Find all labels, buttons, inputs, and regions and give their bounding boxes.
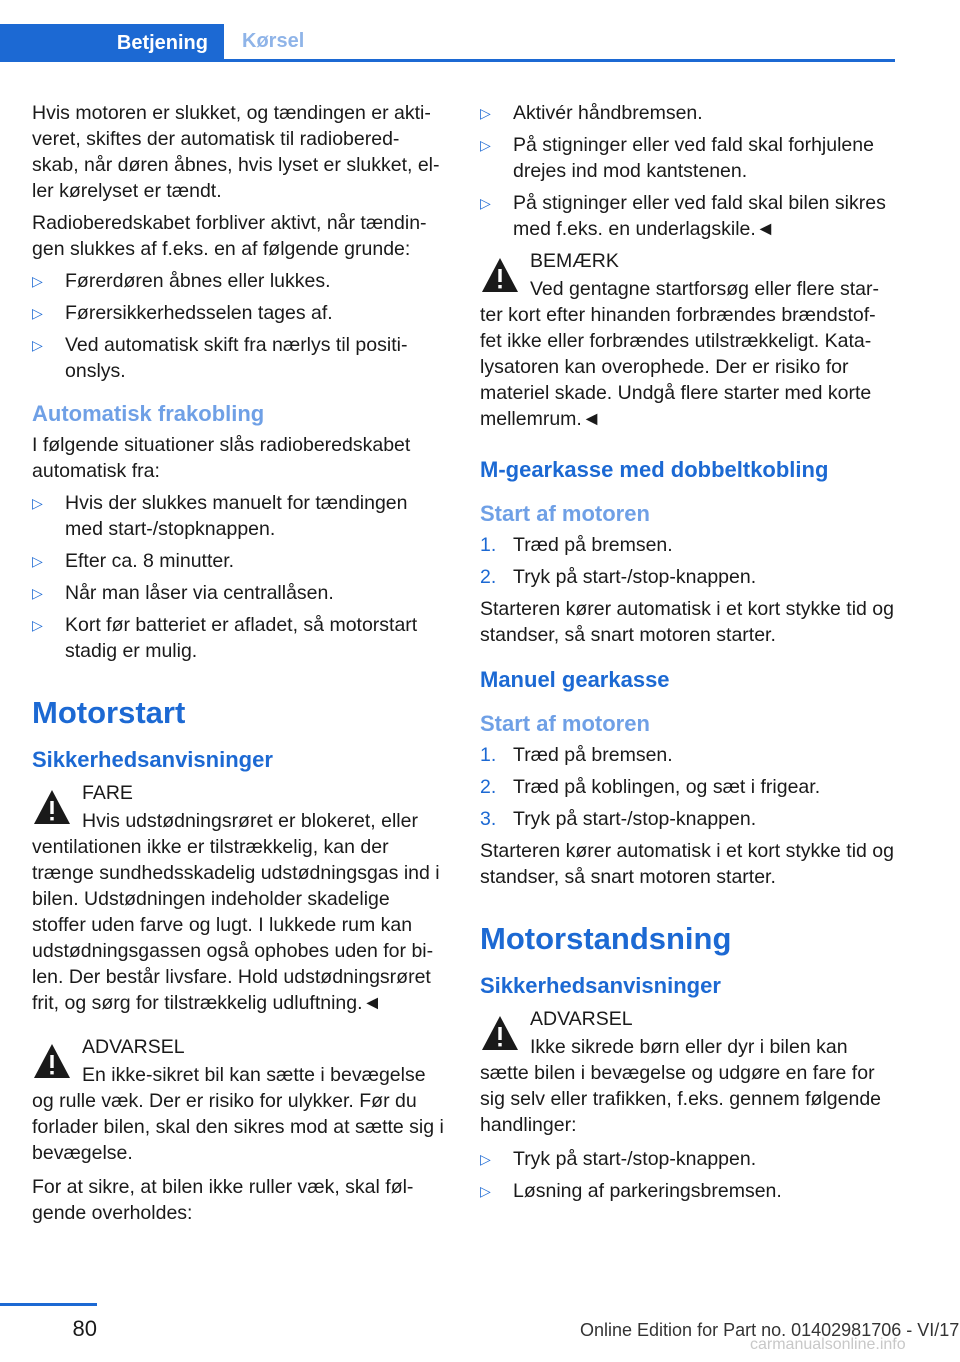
bullet-triangle-icon: ▷ xyxy=(32,495,43,511)
subheading-start-af-motoren: Start af motoren xyxy=(480,501,650,526)
page-number: 80 xyxy=(72,1316,97,1341)
warning-text: Ikke sikrede børn eller dyr i bilen kan sætte bilen i bevægelse og udgøre en fare for sig selv eller trafikken, f.eks. gennem følgende handlinger: xyxy=(480,1036,882,1136)
step-number: 2. xyxy=(480,566,497,588)
list-item: ▷ Tryk på start-/stop-knappen. xyxy=(480,1148,757,1170)
list-item: 1. Træd på bremsen. xyxy=(480,534,673,556)
numbered-list xyxy=(480,532,894,590)
paragraph: Radioberedskabet forbliver aktivt, når tændin‐gen slukkes af f.eks. en af følgende grunde: xyxy=(32,212,427,260)
heading-motorstart: Motorstart xyxy=(32,695,186,730)
paragraph: Starteren kører automatisk i et kort stykke tid og standser, så snart motoren starter. xyxy=(480,598,894,646)
warning-text: Ved gentagne startforsøg eller flere star‐ter kort efter hinanden forbrændes brændstof‐fet ikke eller forbrændes utilstrækkeligt. Kata‐lysatoren kan overophede. Der er risiko for materiel skade. Undgå flere starter med korte mellemrum.◄ xyxy=(480,278,880,430)
subheading-automatisk-frakobling: Automatisk frakobling xyxy=(32,401,265,426)
list-item: ▷ Når man låser via centrallåsen. xyxy=(32,582,334,604)
warning-title: ADVARSEL xyxy=(82,1036,185,1058)
heading-manuel-gearkasse: Manuel gearkasse xyxy=(480,667,670,692)
bullet-triangle-icon: ▷ xyxy=(480,105,491,121)
heading-sikkerhedsanvisninger: Sikkerhedsanvisninger xyxy=(480,973,721,998)
bullet-triangle-icon: ▷ xyxy=(32,553,43,569)
step-number: 1. xyxy=(480,744,497,766)
warning-text: En ikke-sikret bil kan sætte i bevægelse og rulle væk. Der er risiko for ulykker. Før du forlader bilen, skal den sikres mod at sætte sig i bevægelse. xyxy=(32,1064,444,1164)
list-item: ▷ Førerdøren åbnes eller lukkes. xyxy=(32,270,331,292)
step-number: 3. xyxy=(480,808,497,830)
bullet-triangle-icon: ▷ xyxy=(32,273,43,289)
bullet-list xyxy=(32,490,445,664)
bullet-list xyxy=(32,268,445,384)
warning-title: ADVARSEL xyxy=(530,1008,633,1030)
heading-motorstandsning: Motorstandsning xyxy=(480,921,732,956)
list-item: ▷ Hvis der slukkes manuelt for tændingen med start-/stopknappen. xyxy=(32,492,408,540)
warning-triangle-icon xyxy=(32,1042,72,1080)
tab-betjening[interactable]: Betjening xyxy=(0,24,224,62)
bullet-list xyxy=(480,100,894,242)
bullet-triangle-icon: ▷ xyxy=(32,585,43,601)
bullet-triangle-icon: ▷ xyxy=(480,195,491,211)
warning-text: Hvis udstødningsrøret er blokeret, eller ventilationen ikke er tilstrækkelig, kan der trænge sundhedsskadelig udstødningsgas ind i bilen. Udstødningen indeholder skadelige stoffer uden farve og lugt. I lukkede rum kan udstødningsgassen også ophobes uden for bi‐len. Der består livsfare. Hold udstødningsrøret frit, og sørg for tilstrækkelig udluftning.◄ xyxy=(32,810,440,1014)
warning-triangle-icon xyxy=(480,256,520,294)
heading-sikkerhedsanvisninger: Sikkerhedsanvisninger xyxy=(32,747,273,772)
edition-note: Online Edition for Part no. 01402981706 - VI/17 xyxy=(580,1320,960,1340)
paragraph: Hvis motoren er slukket, og tændingen er akti‐veret, skiftes der automatisk til radiobered‐skab, når døren åbnes, hvis lyset er slukket, el‐ler kørelyset er tændt. xyxy=(32,102,440,202)
watermark: carmanualsonline.info xyxy=(750,1336,906,1353)
footer-rule xyxy=(0,1303,97,1306)
list-item: ▷ På stigninger eller ved fald skal bilen sikres med f.eks. en underlagskile.◄ xyxy=(480,192,886,240)
bullet-triangle-icon: ▷ xyxy=(480,137,491,153)
list-item: ▷ Kort før batteriet er afladet, så motorstart stadig er mulig. xyxy=(32,614,418,662)
warning-box-advarsel xyxy=(480,1006,894,1138)
paragraph: For at sikre, at bilen ikke ruller væk, skal føl‐gende overholdes: xyxy=(32,1176,414,1224)
chapter-tabbar xyxy=(0,24,895,62)
list-item: ▷ Løsning af parkeringsbremsen. xyxy=(480,1180,782,1202)
bullet-triangle-icon: ▷ xyxy=(32,617,43,633)
warning-title: FARE xyxy=(82,782,133,804)
bullet-triangle-icon: ▷ xyxy=(480,1183,491,1199)
list-item: 2. Tryk på start-/stop-knappen. xyxy=(480,566,757,588)
warning-title: BEMÆRK xyxy=(530,250,619,272)
right-column xyxy=(480,100,894,1210)
paragraph: Starteren kører automatisk i et kort stykke tid og standser, så snart motoren starter. xyxy=(480,840,894,888)
bullet-list xyxy=(480,1146,894,1204)
warning-triangle-icon xyxy=(32,788,72,826)
list-item: ▷ Ved automatisk skift fra nærlys til positi‐onslys. xyxy=(32,334,408,382)
numbered-list xyxy=(480,742,894,832)
warning-box-advarsel xyxy=(32,1034,445,1166)
list-item: ▷ På stigninger eller ved fald skal forhjulene drejes ind mod kantstenen. xyxy=(480,134,874,182)
list-item: ▷ Aktivér håndbremsen. xyxy=(480,102,703,124)
list-item: 1. Træd på bremsen. xyxy=(480,744,673,766)
tab-korsel[interactable]: Kørsel xyxy=(242,30,305,52)
list-item: 2. Træd på koblingen, og sæt i frigear. xyxy=(480,776,821,798)
step-number: 2. xyxy=(480,776,497,798)
list-item: ▷ Førersikkerhedsselen tages af. xyxy=(32,302,333,324)
warning-box-bemaerk xyxy=(480,248,894,432)
list-item: 3. Tryk på start-/stop-knappen. xyxy=(480,808,757,830)
step-number: 1. xyxy=(480,534,497,556)
header-rule xyxy=(0,59,895,62)
subheading-start-af-motoren: Start af motoren xyxy=(480,711,650,736)
bullet-triangle-icon: ▷ xyxy=(480,1151,491,1167)
warning-box-fare xyxy=(32,780,445,1016)
bullet-triangle-icon: ▷ xyxy=(32,337,43,353)
bullet-triangle-icon: ▷ xyxy=(32,305,43,321)
left-column xyxy=(32,100,445,1232)
heading-m-gearkasse: M-gearkasse med dobbeltkobling xyxy=(480,457,829,482)
list-item: ▷ Efter ca. 8 minutter. xyxy=(32,550,235,572)
paragraph: I følgende situationer slås radioberedskabet automatisk fra: xyxy=(32,434,411,482)
warning-triangle-icon xyxy=(480,1014,520,1052)
